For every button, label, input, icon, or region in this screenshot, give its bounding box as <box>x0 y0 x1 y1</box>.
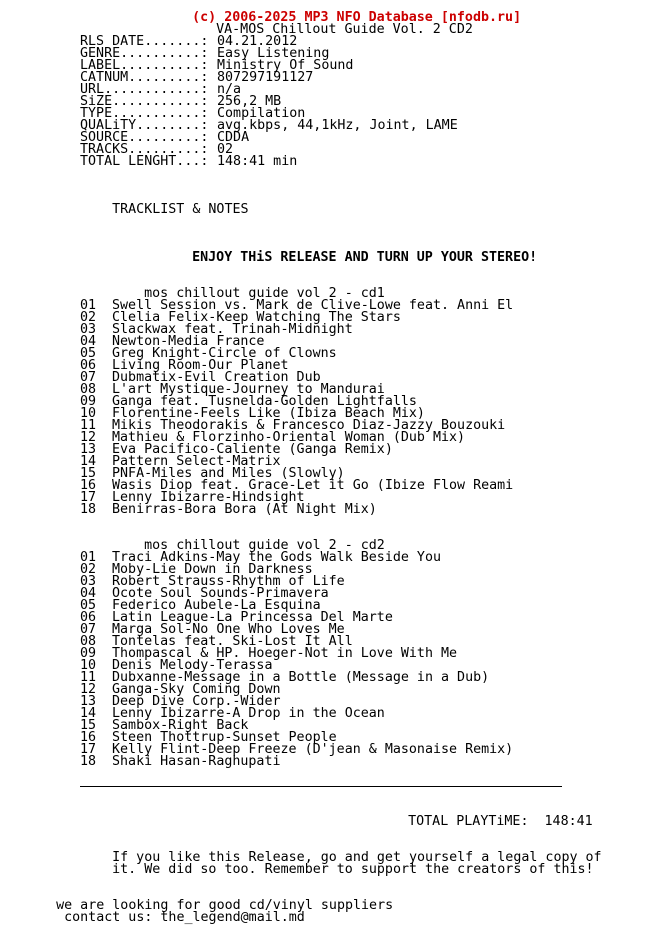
track-title: Clelia Felix-Keep Watching The Stars <box>112 310 401 325</box>
info-value: 04.21.2012 <box>217 34 298 49</box>
track-row <box>0 324 648 336</box>
info-value: Ministry Of Sound <box>217 58 354 73</box>
track-number: 08 <box>80 382 97 397</box>
track-title: Marga Sol-No One Who Loves Me <box>112 622 345 637</box>
track-title: Pattern Select-Matrix <box>112 454 281 469</box>
info-key: TYPE...........: <box>80 106 209 121</box>
track-number: 10 <box>80 658 97 673</box>
cd2-heading <box>112 528 385 553</box>
track-number: 06 <box>80 610 97 625</box>
track-number: 04 <box>80 586 97 601</box>
info-key: URL............: <box>80 82 209 97</box>
info-key: RLS DATE.......: <box>80 34 209 49</box>
track-row <box>0 708 648 720</box>
tracklist-heading-text: TRACKLIST & NOTES <box>112 202 249 217</box>
track-number: 13 <box>80 694 97 709</box>
track-title: Thompascal & HP. Hoeger-Not in Love With Me <box>112 646 458 661</box>
track-title: Mikis Theodorakis & Francesco Diaz-Jazzy Bouzouki <box>112 418 506 433</box>
track-number: 02 <box>80 310 97 325</box>
info-value: 807297191127 <box>217 70 314 85</box>
track-title: Lenny Ibizarre-Hindsight <box>112 490 305 505</box>
track-number: 12 <box>80 682 97 697</box>
track-number: 14 <box>80 706 97 721</box>
track-title: Latin League-La Princessa Del Marte <box>112 610 393 625</box>
track-title: L'art Mystique-Journey to Mandurai <box>112 382 385 397</box>
track-title: Federico Aubele-La Esquina <box>112 598 321 613</box>
info-key: QUALiTY........: <box>80 118 209 133</box>
track-title: Wasis Diop feat. Grace-Let it Go (Ibize Flow Reami <box>112 478 514 493</box>
track-title: Steen Thottrup-Sunset People <box>112 730 337 745</box>
track-number: 13 <box>80 442 97 457</box>
track-title: Tontelas feat. Ski-Lost It All <box>112 634 353 649</box>
cd2-heading-text: mos chillout guide vol 2 - cd2 <box>144 538 385 553</box>
release-title-text: VA-MOS Chillout Guide Vol. 2 CD2 <box>216 22 473 37</box>
track-title: Greg Knight-Circle of Clowns <box>112 346 337 361</box>
separator-line <box>80 786 562 787</box>
track-number: 01 <box>80 298 97 313</box>
track-title: Traci Adkins-May the Gods Walk Beside You <box>112 550 441 565</box>
track-number: 06 <box>80 358 97 373</box>
track-number: 05 <box>80 346 97 361</box>
release-title <box>184 12 473 37</box>
track-title: Dubmatix-Evil Creation Dub <box>112 370 321 385</box>
outro-text-1: If you like this Release, go and get yourself a legal copy of <box>112 850 602 865</box>
footer-text-1: we are looking for good cd/vinyl suppliers <box>56 898 394 913</box>
track-number: 14 <box>80 454 97 469</box>
info-key: TRACKS.........: <box>80 142 209 157</box>
track-title: Swell Session vs. Mark de Clive-Lowe feat. Anni El <box>112 298 514 313</box>
track-number: 11 <box>80 670 97 685</box>
info-value: avg.kbps, 44,1kHz, Joint, LAME <box>217 118 458 133</box>
track-title: Ganga-Sky Coming Down <box>112 682 281 697</box>
footer-line-2 <box>32 900 305 925</box>
info-key: TOTAL LENGHT...: <box>80 154 209 169</box>
track-row <box>0 648 648 660</box>
info-value: Compilation <box>217 106 306 121</box>
cd1-heading <box>112 276 385 301</box>
track-title: Lenny Ibizarre-A Drop in the Ocean <box>112 706 385 721</box>
track-number: 02 <box>80 562 97 577</box>
track-number: 03 <box>80 322 97 337</box>
track-number: 08 <box>80 634 97 649</box>
track-title: Benirras-Bora Bora (At Night Mix) <box>112 502 377 517</box>
info-row <box>0 156 648 168</box>
track-row <box>0 672 648 684</box>
info-value: 02 <box>217 142 234 157</box>
outro-line-2 <box>80 852 594 877</box>
info-key: LABEL..........: <box>80 58 209 73</box>
info-key: CATNUM.........: <box>80 70 209 85</box>
info-key: SOURCE.........: <box>80 130 209 145</box>
track-number: 05 <box>80 598 97 613</box>
track-title: Mathieu & Florzinho-Oriental Woman (Dub Mix) <box>112 430 466 445</box>
credit-line <box>160 0 522 25</box>
track-title: Shaki Hasan-Raghupati <box>112 754 281 769</box>
track-number: 18 <box>80 502 97 517</box>
track-title: Ganga feat. Tusnelda-Golden Lightfalls <box>112 394 417 409</box>
track-number: 09 <box>80 646 97 661</box>
track-row <box>0 744 648 756</box>
track-number: 03 <box>80 574 97 589</box>
track-number: 07 <box>80 622 97 637</box>
track-number: 17 <box>80 490 97 505</box>
track-title: Florentine-Feels Like (Ibiza Beach Mix) <box>112 406 425 421</box>
track-title: Sambox-Right Back <box>112 718 249 733</box>
release-info <box>0 36 648 168</box>
footer-line-1 <box>24 888 394 913</box>
track-number: 10 <box>80 406 97 421</box>
track-title: Eva Pacifico-Caliente (Ganga Remix) <box>112 442 393 457</box>
track-number: 11 <box>80 418 97 433</box>
track-row <box>0 360 648 372</box>
track-number: 07 <box>80 370 97 385</box>
track-title: Newton-Media France <box>112 334 265 349</box>
track-row <box>0 504 648 516</box>
track-number: 15 <box>80 718 97 733</box>
track-row <box>0 684 648 696</box>
track-number: 16 <box>80 730 97 745</box>
track-title: Living Room-Our Planet <box>112 358 289 373</box>
separator <box>0 780 648 792</box>
track-title: Dubxanne-Message in a Bottle (Message in a Dub) <box>112 670 490 685</box>
total-playtime-text: TOTAL PLAYTiME: 148:41 <box>408 814 593 829</box>
track-row <box>0 756 648 768</box>
track-row <box>0 552 648 564</box>
cd2-tracklist <box>0 552 648 768</box>
tracklist-heading <box>80 192 249 217</box>
info-value: Easy Listening <box>217 46 330 61</box>
info-key: GENRE..........: <box>80 46 209 61</box>
track-number: 09 <box>80 394 97 409</box>
track-title: Kelly Flint-Deep Freeze (D'jean & Masonaise Remix) <box>112 742 514 757</box>
track-title: Slackwax feat. Trinah-Midnight <box>112 322 353 337</box>
track-title: PNFA-Miles and Miles (Slowly) <box>112 466 345 481</box>
credit-text: (c) 2006-2025 MP3 NFO Database [nfodb.ru] <box>192 10 522 25</box>
footer-contact: contact us: the_legend@mail.md <box>64 910 305 925</box>
track-number: 17 <box>80 742 97 757</box>
outro-line-1 <box>80 840 602 865</box>
info-value: 256,2 MB <box>217 94 282 109</box>
track-title: Ocote Soul Sounds-Primavera <box>112 586 329 601</box>
info-key: SiZE...........: <box>80 94 209 109</box>
track-title: Robert Strauss-Rhythm of Life <box>112 574 345 589</box>
enjoy-banner-text: ENJOY THiS RELEASE AND TURN UP YOUR STEREO! <box>192 250 538 265</box>
info-value: 148:41 min <box>217 154 298 169</box>
enjoy-banner <box>160 240 538 265</box>
total-playtime <box>376 804 593 829</box>
cd1-heading-text: mos chillout guide vol 2 - cd1 <box>144 286 385 301</box>
track-number: 04 <box>80 334 97 349</box>
track-title: Denis Melody-Terassa <box>112 658 273 673</box>
track-number: 16 <box>80 478 97 493</box>
track-row <box>0 588 648 600</box>
info-value: CDDA <box>217 130 250 145</box>
track-title: Deep Dive Corp.-Wider <box>112 694 281 709</box>
track-title: Moby-Lie Down in Darkness <box>112 562 313 577</box>
track-number: 12 <box>80 430 97 445</box>
track-row <box>0 348 648 360</box>
info-value: n/a <box>217 82 242 97</box>
track-number: 15 <box>80 466 97 481</box>
track-row <box>0 444 648 456</box>
track-number: 01 <box>80 550 97 565</box>
outro-text-2: it. We did so too. Remember to support the creators of this! <box>112 862 594 877</box>
track-number: 18 <box>80 754 97 769</box>
track-row <box>0 480 648 492</box>
cd1-tracklist <box>0 300 648 516</box>
